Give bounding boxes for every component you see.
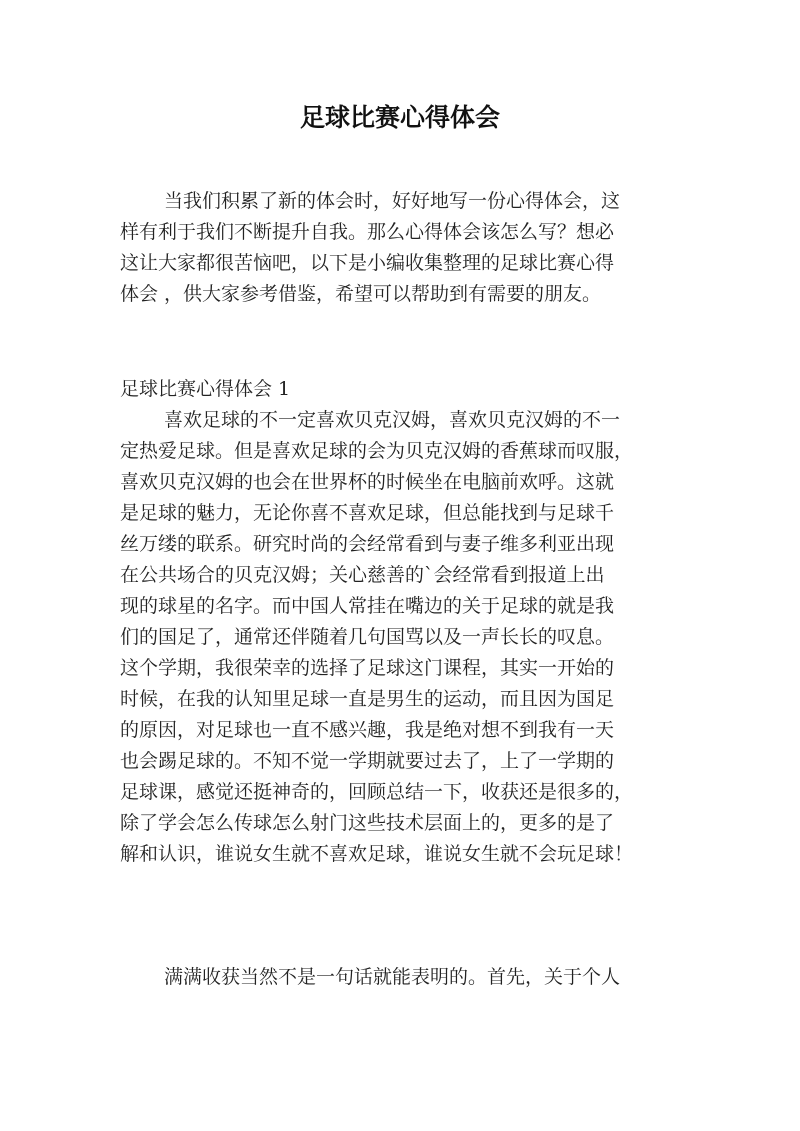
intro-line: 当我们积累了新的体会时，好好地写一份心得体会，这 <box>164 190 621 212</box>
closing-paragraph <box>120 962 680 993</box>
intro-line: 体会 ，供大家参考借鉴，希望可以帮助到有需要的朋友。 <box>120 283 602 305</box>
body-line: 也会踢足球的。不知不觉一学期就要过去了，上了一学期的 <box>120 750 615 772</box>
body-line: 这个学期，我很荣幸的选择了足球这门课程，其实一开始的 <box>120 657 615 679</box>
body-line: 丝万缕的联系。研究时尚的会经常看到与妻子维多利亚出现 <box>120 533 615 555</box>
intro-line: 样有利于我们不断提升自我。那么心得体会该怎么写？想必 <box>120 221 615 243</box>
body-line: 的原因，对足球也一直不感兴趣，我是绝对想不到我有一天 <box>120 719 615 741</box>
body-line: 解和认识，谁说女生就不喜欢足球，谁说女生就不会玩足球！ <box>120 843 634 865</box>
body-line: 除了学会怎么传球怎么射门这些技术层面上的，更多的是了 <box>120 812 615 834</box>
intro-line: 这让大家都很苦恼吧，以下是小编收集整理的足球比赛心得 <box>120 252 615 274</box>
body-line: 现的球星的名字。而中国人常挂在嘴边的关于足球的就是我 <box>120 595 615 617</box>
body-line: 们的国足了，通常还伴随着几句国骂以及一声长长的叹息。 <box>120 626 615 648</box>
body-paragraph <box>120 405 680 870</box>
section-heading-block <box>120 374 680 405</box>
section-heading: 足球比赛心得体会 1 <box>120 378 291 400</box>
closing-line: 满满收获当然不是一句话就能表明的。首先，关于个人 <box>164 966 621 988</box>
body-line: 在公共场合的贝克汉姆；关心慈善的`会经常看到报道上出 <box>120 564 605 586</box>
body-line: 足球课，感觉还挺神奇的，回顾总结一下，收获还是很多的， <box>120 781 634 803</box>
document-title: 足球比赛心得体会 <box>299 103 500 132</box>
intro-paragraph <box>120 186 680 310</box>
body-line: 时候，在我的认知里足球一直是男生的运动，而且因为国足 <box>120 688 615 710</box>
body-line: 是足球的魅力，无论你喜不喜欢足球，但总能找到与足球千 <box>120 502 615 524</box>
body-line: 喜欢贝克汉姆的也会在世界杯的时候坐在电脑前欢呼。这就 <box>120 471 615 493</box>
body-line: 喜欢足球的不一定喜欢贝克汉姆，喜欢贝克汉姆的不一 <box>164 409 621 431</box>
body-line: 定热爱足球。但是喜欢足球的会为贝克汉姆的香蕉球而叹服， <box>120 440 634 462</box>
